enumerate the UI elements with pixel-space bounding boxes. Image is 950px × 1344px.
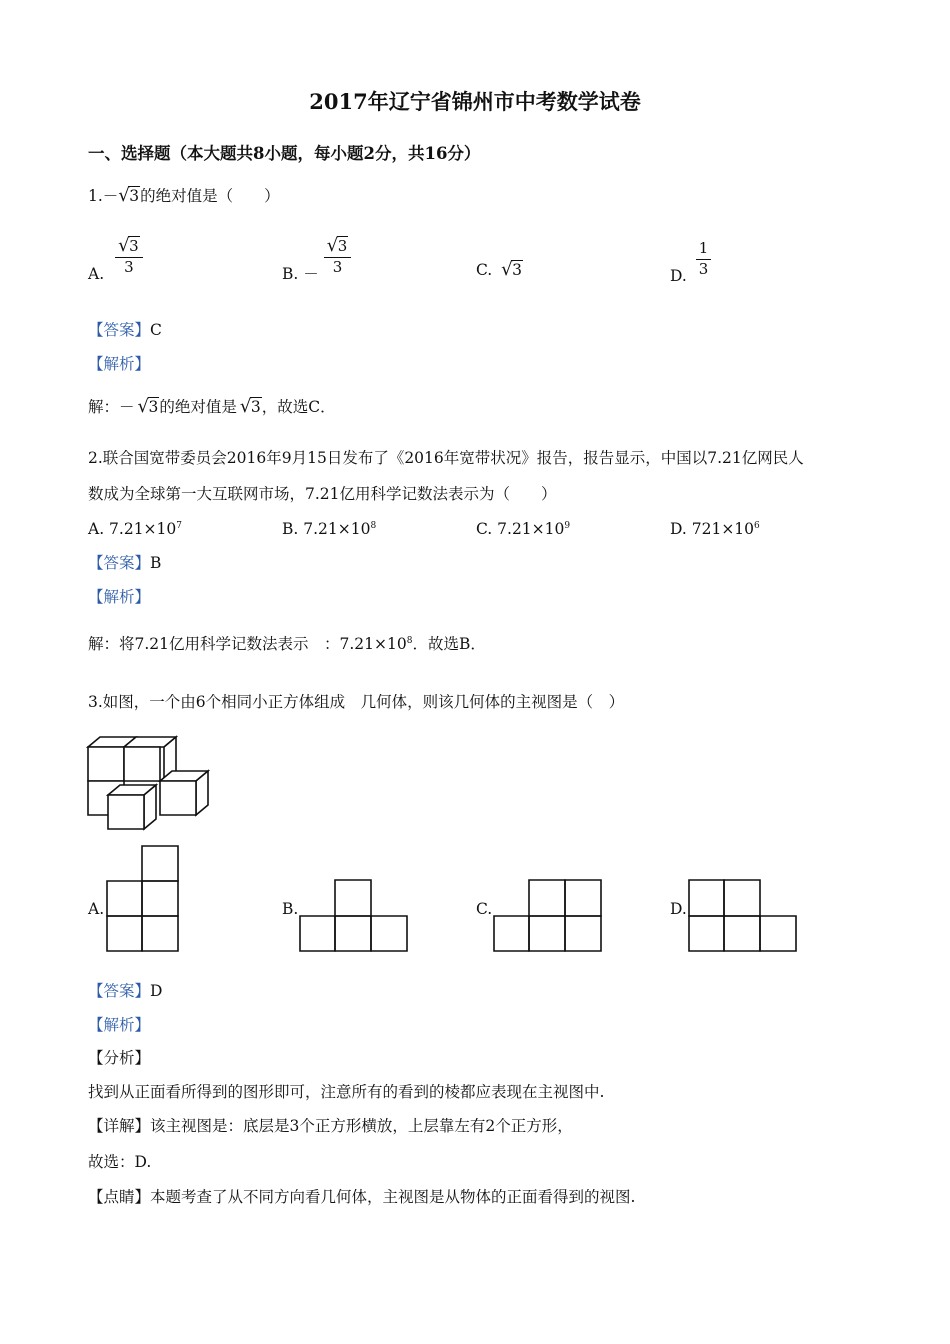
q3-option-c-label: C. <box>476 900 493 918</box>
q1-option-d: D. $\frac{1}{3}$ <box>670 240 711 277</box>
q2-answer: 【答案】B <box>88 554 162 572</box>
q1-analysis-label: 【解析】 <box>88 355 151 373</box>
q3-option-c-figure <box>493 879 604 953</box>
q1-option-a: A. √ 3 3 <box>88 238 143 275</box>
q2-option-c: C. $7.21\times 10^9$ <box>476 520 571 538</box>
q3-option-b-figure <box>299 879 410 953</box>
section-heading: 一、选择题（本大题共8小题，每小题2分，共16分） <box>88 144 481 163</box>
q3-fenxi: 找到从正面看所得到的图形即可，注意所有的看到的棱都应表现在主视图中. <box>88 1083 605 1101</box>
q1-answer: 【答案】C <box>88 321 162 339</box>
q2-option-a: A. $7.21\times 10^7$ <box>88 520 183 538</box>
q3-analysis-label: 【解析】 <box>88 1016 151 1034</box>
q3-option-b-label: B. <box>282 900 299 918</box>
q2-solution: 解：将7.21亿用科学记数法表示 ：$7.21\times 10^8$．故选B． <box>88 635 486 653</box>
q1-option-b: B. － √ 3 3 <box>282 238 351 275</box>
q1-solution: 解：－ √ 3的绝对值是 √ 3，故选C． <box>88 396 336 418</box>
q2-analysis-label: 【解析】 <box>88 588 151 606</box>
q3-option-a-label: A. <box>88 900 105 918</box>
q3-option-a-figure <box>106 845 180 953</box>
sqrt-expression: √ 3 <box>118 185 140 207</box>
q1-option-c: C. √ 3 <box>476 259 523 281</box>
q2-text-line2: 数成为全球第一大互联网市场，7.21亿用科学记数法表示为（ ） <box>88 485 557 503</box>
q3-text: 3.如图，一个由6个相同小正方体组成 几何体，则该几何体的主视图是（ ） <box>88 693 625 711</box>
q3-xiangjie: 【详解】该主视图是：底层是3个正方形横放，上层靠左有2个正方形， <box>88 1117 573 1135</box>
question-1 <box>88 185 280 207</box>
q2-option-b: B. $7.21\times 10^8$ <box>282 520 377 538</box>
q3-dianjing: 【点睛】本题考查了从不同方向看几何体，主视图是从物体的正面看得到的视图. <box>88 1188 636 1206</box>
q3-choose: 故选：D. <box>88 1153 152 1171</box>
cube-solid-figure <box>84 733 216 833</box>
page-title: 2017年辽宁省锦州市中考数学试卷 <box>309 89 641 114</box>
q3-fenxi-label: 【分析】 <box>88 1049 151 1067</box>
q2-text-line1: 2.联合国宽带委员会2016年9月15日发布了《2016年宽带状况》报告，报告显示，中国以7.21亿网民人 <box>88 449 804 467</box>
q3-option-d-label: D. <box>670 900 687 918</box>
question-text: 的绝对值是（ ） <box>140 187 280 205</box>
q3-answer: 【答案】D <box>88 982 163 1000</box>
q3-option-d-figure <box>688 879 799 953</box>
question-number: 1.－ <box>88 187 119 205</box>
q2-option-d: D. $721\times 10^6$ <box>670 520 760 538</box>
